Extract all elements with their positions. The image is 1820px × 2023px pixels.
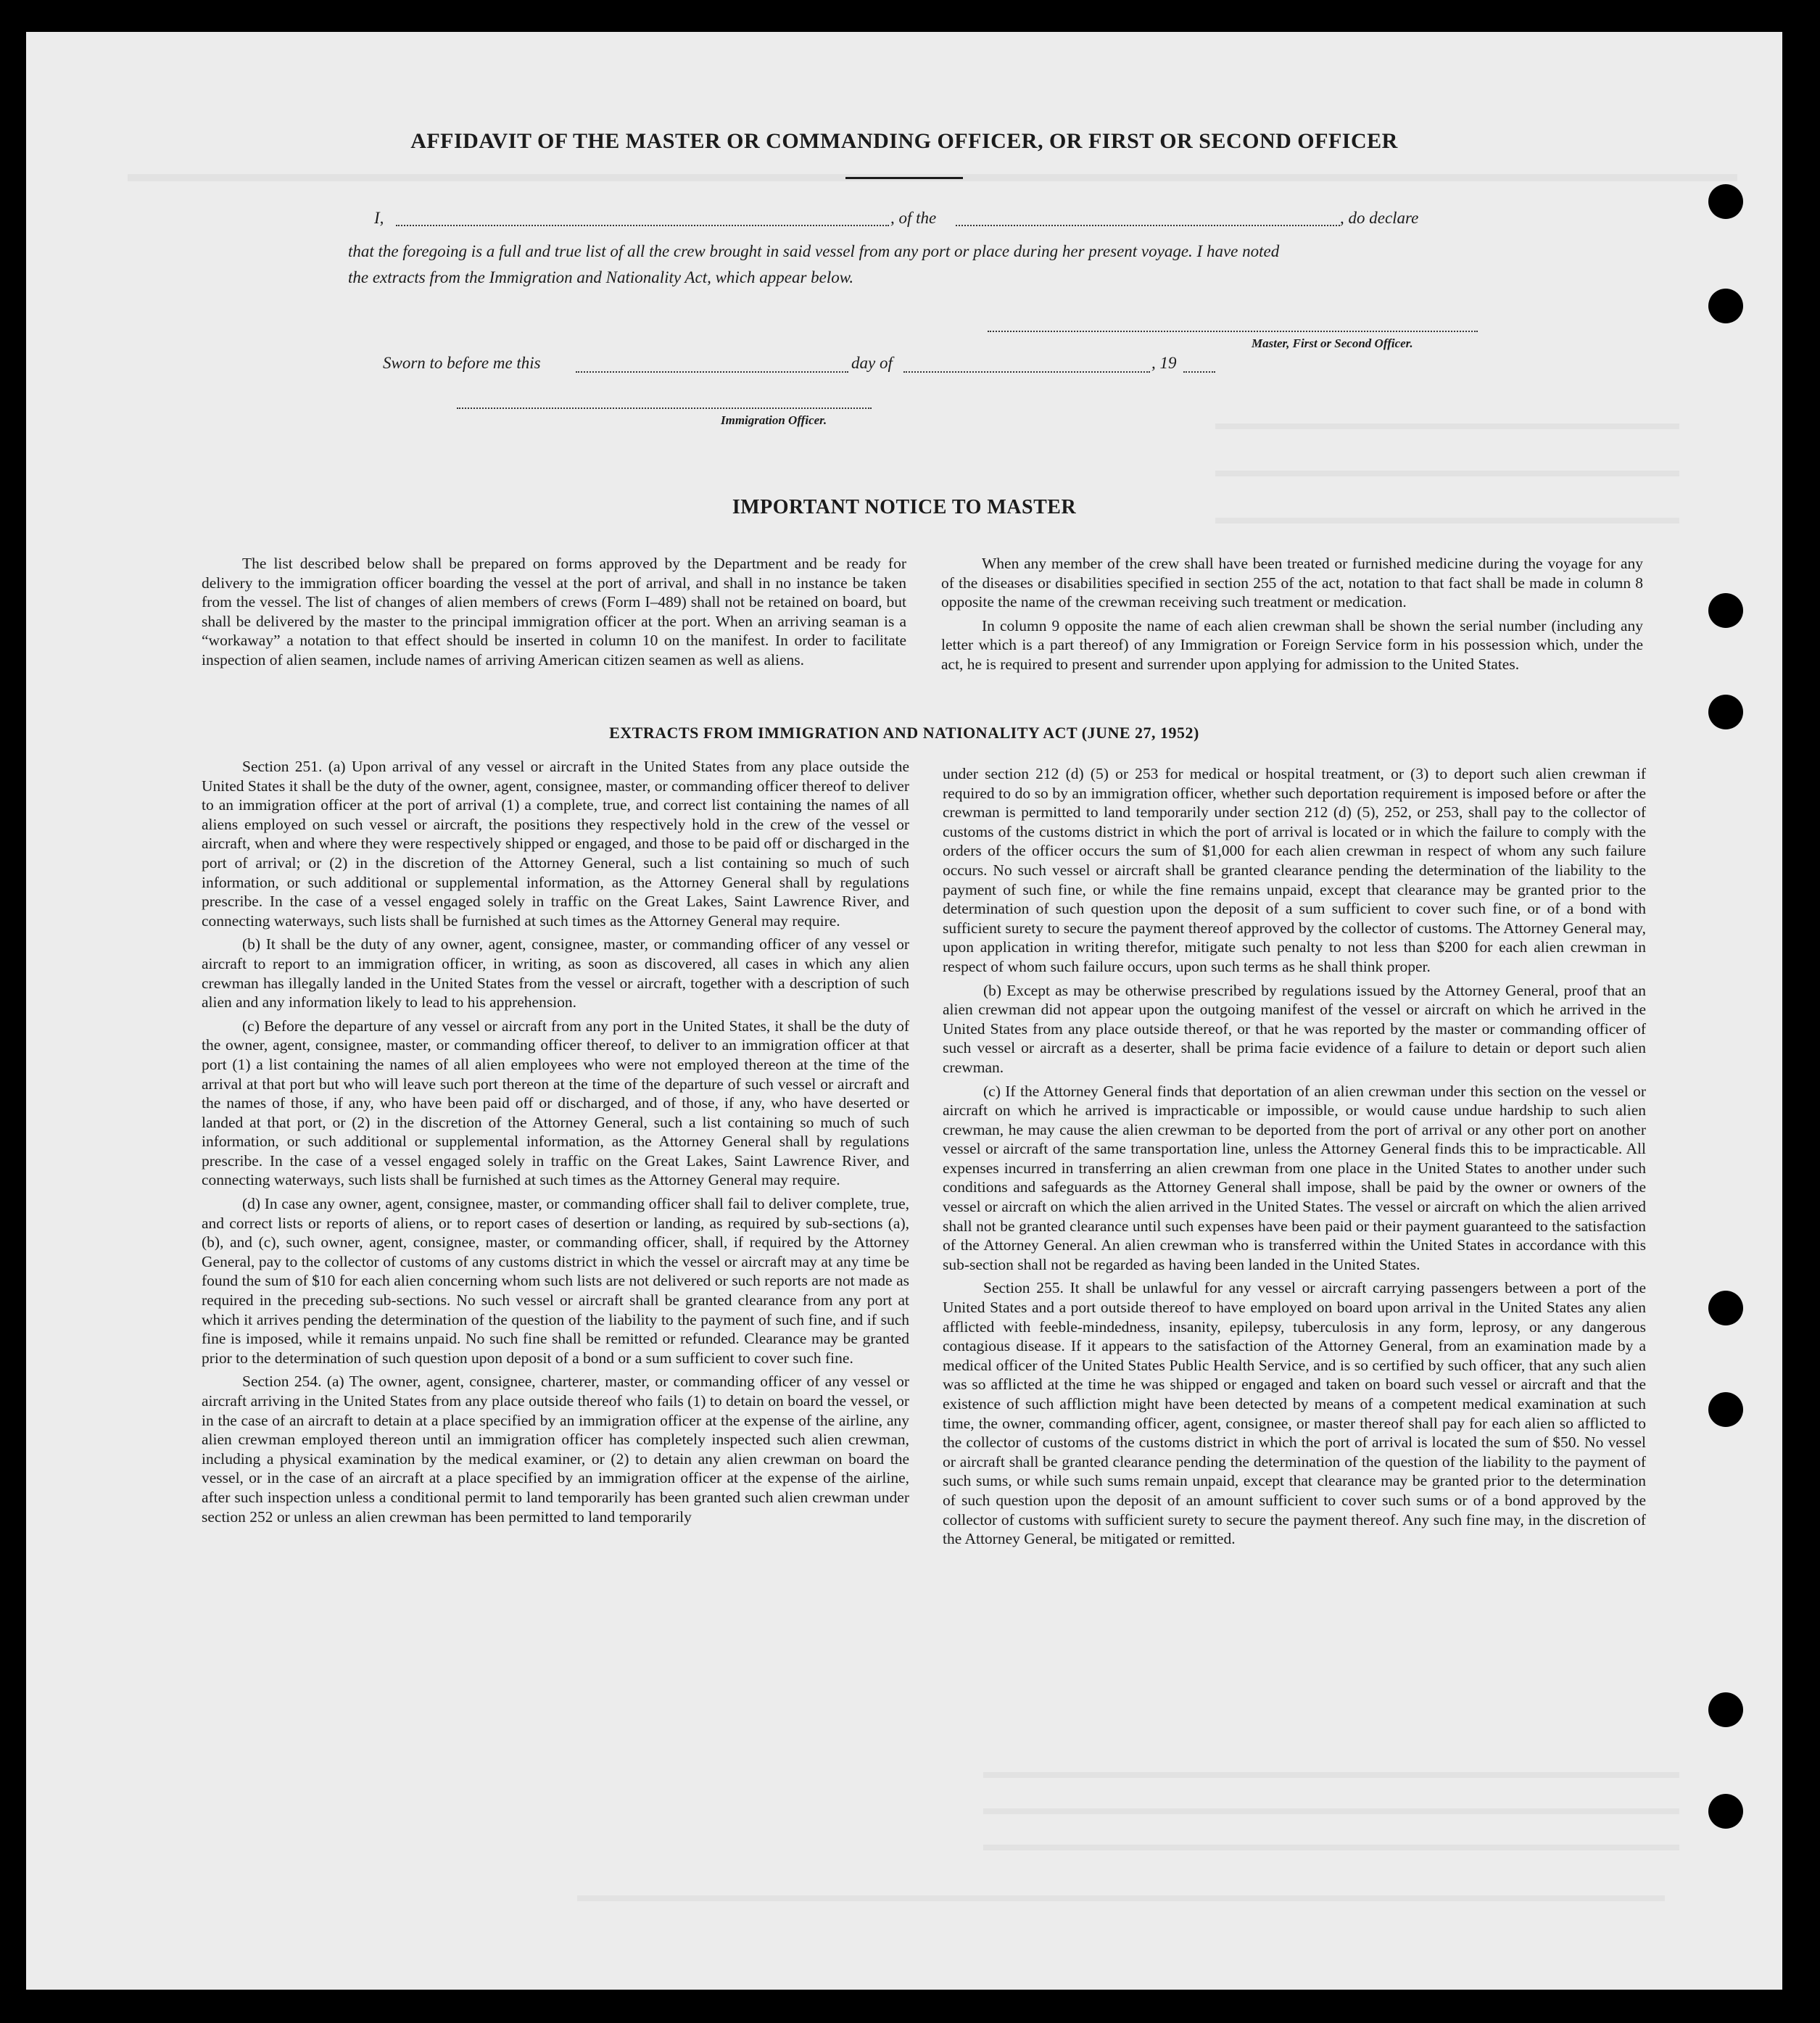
extract-paragraph: (b) It shall be the duty of any owner, agent, consignee, master, or commanding officer of any vessel or aircraft to report to an immigration officer, in writing, as soon as discovered, all cases in which any alien crewman has illegally landed in the United States from the vessel or aircraft, together with a description of such alien and any information likely to lead to his apprehension.: [202, 935, 909, 1012]
extract-paragraph: (c) If the Attorney General finds that deportation of an alien crewman under this section on the vessel or aircraft on which he arrived is impracticable or impossible, or would cause undue hardship to such alien crewman, he may cause the alien crewman to be deported from the port of arrival or any other port on another vessel or aircraft of the same transportation line, unless the Attorney General finds this to be impracticable. All expenses incurred in transferring an alien crewman from one place in the United States to another under such conditions and safeguards as the Attorney General shall impose, shall be paid by the owner or owners of the vessel or aircraft on which the alien arrived in the United States. The vessel or aircraft on which the alien arrived shall not be granted clearance until such expenses have been paid or their payment guaranteed to the satisfaction of the Attorney General. An alien crewman who is transferred within the United States in accordance with this sub-section shall not be regarded as having been landed in the United States.: [943, 1082, 1646, 1273]
vessel-name-line[interactable]: [956, 225, 1340, 226]
extract-paragraph: (d) In case any owner, agent, consignee, master, or commanding officer shall fail to deliver complete, true, and correct lists or reports of aliens, or to report cases of desertion or landing, as required by sub-sections (a), (b), and (c), such owner, agent, consignee, master, or commanding officer, shall, if required by the Attorney General, pay to the collector of customs of any customs district in which the vessel or aircraft may at any time be found the sum of $10 for each alien concerning whom such lists are not delivered or such reports are not made as required in the preceding sub-sections. No such vessel or aircraft shall be granted clearance from any port at which it arrives pending the determination of the question of the liability to the payment of such fine, and if such fine is imposed, while it remains unpaid. No such fine shall be remitted or refunded. Clearance may be granted prior to the determination of such question upon deposit of a bond or a sum sufficient to cover such fine.: [202, 1195, 909, 1367]
notice-paragraph: When any member of the crew shall have been treated or furnished medicine during the voyage for any of the diseases or disabilities specified in section 255 of the act, notation to that fact shall be made in column 8 opposite the name of the crewman receiving such treatment or medication.: [941, 555, 1643, 611]
binder-hole: [1708, 1794, 1743, 1829]
master-signature-label: Master, First or Second Officer.: [1252, 336, 1413, 350]
declarant-prefix: I,: [374, 209, 384, 227]
extract-paragraph: Section 251. (a) Upon arrival of any vessel or aircraft in the United States from any place outside the United States it shall be the duty of the owner, agent, consignee, master, or commanding officer thereof to deliver to an immigration officer at the port of arrival (1) a complete, true, and correct list containing the names of all aliens employed on such vessel or aircraft, the positions they respectively hold in the crew of the vessel or aircraft, when and where they were respectively shipped or engaged, and those to be paid off or discharged in the port of arrival; or (2) in the discretion of the Attorney General, such a list containing so much of such information, or such additional or supplemental information, as the Attorney General shall by regulations prescribe. In the case of a vessel engaged solely in traffic on the Great Lakes, Saint Lawrence River, and connecting waterways, such lists shall be furnished at such times as the Attorney General may require.: [202, 758, 909, 930]
sworn-year-prefix: , 19: [1151, 354, 1177, 372]
sworn-prefix: Sworn to before me this: [383, 354, 541, 372]
extracts-right-column: [943, 764, 1646, 1553]
sworn-day-of: day of: [851, 354, 893, 372]
extract-paragraph: (c) Before the departure of any vessel or aircraft from any port in the United States, it shall be the duty of the owner, agent, consignee, master, or commanding officer thereof, to deliver to an immigration officer at that port (1) a list containing the names of all alien employees who were not employed thereon at the time of the arrival at that port but who will leave such port thereon at the time of the departure of such vessel or aircraft and the names of those, if any, who have been paid off or discharged, and of those, if any, who have deserted or landed at that port, or (2) in the discretion of the Attorney General, such a list containing so much of such information, or such additional or supplemental information, as the Attorney General shall by regulations prescribe. In the case of a vessel engaged solely in traffic on the Great Lakes, Saint Lawrence River, and connecting waterways, such lists shall be furnished at such times as the Attorney General may require.: [202, 1017, 909, 1189]
immigration-officer-signature-line[interactable]: [457, 408, 872, 409]
binder-hole: [1708, 1692, 1743, 1727]
title-rule: [845, 177, 963, 179]
extracts-left-column: [202, 757, 909, 1531]
notice-paragraph: In column 9 opposite the name of each alien crewman shall be shown the serial number (including any letter which is a part thereof) of any Immigration or Foreign Service form in his possession which, under the act, he is required to present and surrender upon applying for admission to the United States.: [941, 616, 1643, 673]
binder-hole: [1708, 1291, 1743, 1325]
sworn-day-line[interactable]: [576, 371, 848, 373]
extract-paragraph: Section 254. (a) The owner, agent, consignee, charterer, master, or commanding officer of any vessel or aircraft arriving in the United States from any place outside thereof who fails (1) to detain on board the vessel, or in the case of an aircraft to detain at a place specified by an immigration officer at the expense of the airline, any alien crewman employed thereon until an immigration officer has completely inspected such alien crewman, including a physical examination by the medical examiner, or (2) to detain any alien crewman on board the vessel, or in the case of an aircraft at a place specified by an immigration officer at the expense of the airline, after such inspection unless a conditional permit to land temporarily has been granted such alien crewman under section 252 or unless an alien crewman has been permitted to land temporarily: [202, 1373, 909, 1526]
binder-hole: [1708, 593, 1743, 628]
binder-hole: [1708, 695, 1743, 729]
binder-hole: [1708, 289, 1743, 323]
binder-hole: [1708, 1392, 1743, 1427]
declaration-text-1: that the foregoing is a full and true list of all the crew brought in said vessel from any port or place during her present voyage. I have noted: [348, 242, 1280, 260]
notice-title: IMPORTANT NOTICE TO MASTER: [732, 496, 1077, 518]
extract-paragraph: (b) Except as may be otherwise prescribed by regulations issued by the Attorney General, proof that an alien crewman did not appear upon the outgoing manifest of the vessel or aircraft on which he arrived in the United States from any place outside thereof, or that he was reported by the master or commanding officer of such vessel or aircraft as a deserter, shall be prima facie evidence of a failure to detain or deport such alien crewman.: [943, 981, 1646, 1076]
immigration-officer-label: Immigration Officer.: [721, 413, 827, 427]
declaration-text-2: the extracts from the Immigration and Nationality Act, which appear below.: [348, 268, 854, 286]
declarant-name-line[interactable]: [396, 225, 889, 226]
extract-paragraph: under section 212 (d) (5) or 253 for medical or hospital treatment, or (3) to deport such alien crewman if required to do so by an immigration officer, whether such deportation requirement is imposed before or after the crewman is permitted to land temporarily under section 212 (d) (5), 252, or 253, shall pay to the collector of customs of the customs district in which the port of arrival is located or in which the failure to comply with the orders of the officer occurs the sum of $1,000 for each alien crewman in respect of whom any such failure occurs. No such vessel or aircraft shall be granted clearance pending the determination of the liability to the payment of such fine, or while the fine remains unpaid, except that clearance may be granted prior to the determination of such question upon the deposit of a sum sufficient to cover such fine, or of a bond with sufficient surety to secure the payment thereof approved by the collector of customs. The Attorney General may, upon application in writing therefor, mitigate such penalty to not less than $200 for each alien crewman in respect of whom such failure occurs, upon such terms as he shall think proper.: [943, 765, 1646, 975]
extracts-title: EXTRACTS FROM IMMIGRATION AND NATIONALITY ACT (JUNE 27, 1952): [609, 724, 1199, 742]
notice-paragraph: The list described below shall be prepared on forms approved by the Department and be ready for delivery to the immigration officer boarding the vessel at the port of arrival, and shall in no instance be taken from the vessel. The list of changes of alien members of crews (Form I–489) shall not be retained on board, but shall be delivered by the master to the principal immigration officer at the port. When an arriving seaman is a “workaway” a notation to that effect should be inserted in column 10 on the manifest. In order to facilitate inspection of alien seamen, include names of arriving American citizen seamen as well as aliens.: [202, 555, 906, 669]
master-signature-line[interactable]: [988, 331, 1478, 332]
sworn-month-line[interactable]: [903, 371, 1150, 373]
affidavit-title: AFFIDAVIT OF THE MASTER OR COMMANDING OFFICER, OR FIRST OR SECOND OFFICER: [410, 129, 1398, 153]
notice-right-column: [941, 554, 1643, 679]
declarant-suffix: , do declare: [1340, 209, 1419, 227]
sworn-year-line[interactable]: [1183, 371, 1215, 373]
extract-paragraph: Section 255. It shall be unlawful for any vessel or aircraft carrying passengers between a port of the United States and a port outside thereof to have employed on board upon arrival in the United States any alien afflicted with feeble-mindedness, insanity, epilepsy, tuberculosis in any form, leprosy, or any dangerous contagious disease. If it appears to the satisfaction of the Attorney General, from an examination made by a medical officer of the United States Public Health Service, and is so certified by such officer, that any such alien was so afflicted at the time he was shipped or engaged and taken on board such vessel or aircraft and that the existence of such affliction might have been detected by means of a competent medical examination at such time, the owner, commanding officer, agent, consignee, or master thereof shall pay for each alien so afflicted to the collector of customs of the customs district in which the port of arrival is located the sum of $50. No vessel or aircraft shall be granted clearance pending the determination of the question of the liability to the payment of such sums, or while such sums remain unpaid, except that clearance may be granted prior to the determination of such question upon the deposit of an amount sufficient to cover such sums or of a bond approved by the collector of customs with sufficient surety to secure the payment thereof. Any such fine may, in the discretion of the Attorney General, be mitigated or remitted.: [943, 1279, 1646, 1548]
document-page: [26, 32, 1782, 1990]
notice-left-column: [202, 554, 906, 674]
binder-hole: [1708, 184, 1743, 219]
declarant-of-the: , of the: [890, 209, 937, 227]
